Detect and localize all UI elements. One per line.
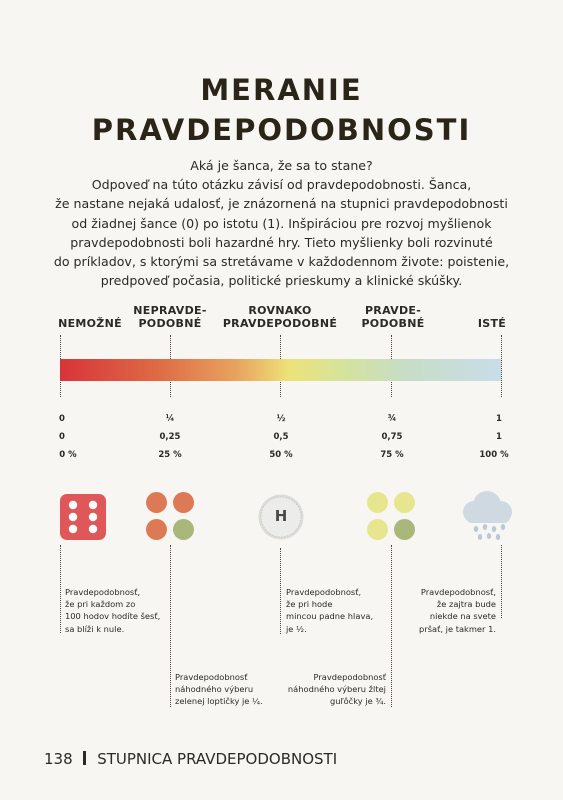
green-ball [394,519,415,540]
yellow-ball [367,519,388,540]
balls-green-icon [146,492,196,542]
scale-label-text: ROVNAKO [248,304,312,317]
coin-letter: H [274,507,288,525]
intro-line: od žiadnej šance (0) po istotu (1). Inšpiráciou pre rozvoj myšlienok [71,215,492,231]
caption-yellow-ball [270,671,386,708]
guide-line [170,545,171,707]
caption-line: že pri hode [286,599,333,610]
caption-line: náhodného výberu žltej [287,684,386,695]
green-ball [173,519,194,540]
caption-die [65,586,160,635]
orange-ball [173,492,194,513]
caption-line: že pri každom zo [65,599,136,610]
intro-line: Odpoveď na túto otázku závisí od pravdepodobnosti. Šanca, [91,177,472,193]
scale-value: ¾ [387,414,397,424]
balls-yellow-icon [367,492,417,542]
caption-line: Pravdepodobnosť, [65,587,141,597]
rain-cloud-icon [456,490,516,542]
yellow-ball [367,492,388,513]
guide-line [501,335,502,397]
caption-line: je ½. [286,623,307,634]
scale-value: 100 % [479,450,509,460]
page-title-line-2: PRAVDEPODOBNOSTI [91,113,472,147]
scale-value: 0,75 [381,432,403,442]
caption-line: náhodného výberu [175,684,254,695]
caption-line: že zajtra bude [436,599,496,610]
caption-line: Pravdepodobnosť, [286,587,362,597]
scale-value: ¼ [165,414,175,424]
percents-row [0,450,563,462]
intro-line: pravdepodobnosti boli hazardné hry. Tieto myšlienky boli rozvinuté [70,234,493,250]
caption-line: pršať, je takmer 1. [419,623,496,634]
page-footer [44,750,337,768]
caption-line: zelenej loptičky je ¼. [175,696,263,707]
footer-divider [83,751,86,765]
probability-scale-bar [60,359,501,381]
intro-line: Aká je šanca, že sa to stane? [190,158,373,173]
scale-label-text: PRAVDE- [364,304,422,317]
caption-line: sa blíži k nule. [65,623,125,634]
guide-line [60,545,61,633]
caption-line: Pravdepodobnosť, [420,587,496,597]
fractions-row [0,414,563,426]
scale-value: 0,25 [159,432,181,442]
intro-paragraph [40,156,523,290]
scale-label-text: NEPRAVDE- [133,304,207,317]
scale-label-text: PODOBNÉ [138,317,202,330]
scale-value: 0 [59,414,65,424]
caption-line: 100 hodov hodíte šesť, [65,611,161,622]
scale-label-likely [343,304,443,330]
scale-label-certain [462,317,522,330]
scale-label-text: PODOBNÉ [361,317,425,330]
section-title: STUPNICA PRAVDEPODOBNOSTI [97,750,338,768]
scale-label-text: ISTÉ [477,317,507,330]
coin-heads-icon [257,493,305,541]
scale-label-even [215,304,345,330]
yellow-ball [394,492,415,513]
caption-line: Pravdepodobnosť [313,672,386,682]
caption-line: mincou padne hlava, [286,611,374,622]
scale-value: 0 [59,432,65,442]
scale-value: 50 % [269,450,293,460]
caption-green-ball [175,671,263,708]
orange-ball [146,492,167,513]
scale-value: 1 [496,432,502,442]
scale-value: 0,5 [273,432,289,442]
scale-value: 75 % [380,450,404,460]
scale-value: 25 % [158,450,182,460]
intro-line: že nastane nejaká udalosť, je znázornená na stupnici pravdepodobnosti [55,196,508,212]
die-six-icon [59,493,107,541]
orange-ball [146,519,167,540]
caption-line: niekde na svete [429,611,496,622]
caption-rain [390,586,496,635]
guide-line [501,545,502,618]
scale-label-text: PRAVDEPODOBNÉ [222,317,338,330]
scale-label-text: NEMOŽNÉ [58,317,122,330]
decimals-row [0,432,563,444]
scale-value: 1 [496,414,502,424]
page-title-line-1: MERANIE [200,73,363,107]
scale-label-unlikely [120,304,220,330]
guide-line [280,548,281,634]
caption-line: guľôčky je ¾. [329,696,386,707]
caption-coin [286,586,373,635]
caption-line: Pravdepodobnosť [175,672,248,682]
intro-line: predpoveď počasia, politické prieskumy a klinické skúšky. [100,273,463,289]
page-number: 138 [44,750,73,768]
intro-line: do príkladov, s ktorými sa stretávame v každodennom živote: poistenie, [53,254,510,270]
scale-value: 0 % [59,450,77,460]
scale-value: ½ [276,414,286,424]
